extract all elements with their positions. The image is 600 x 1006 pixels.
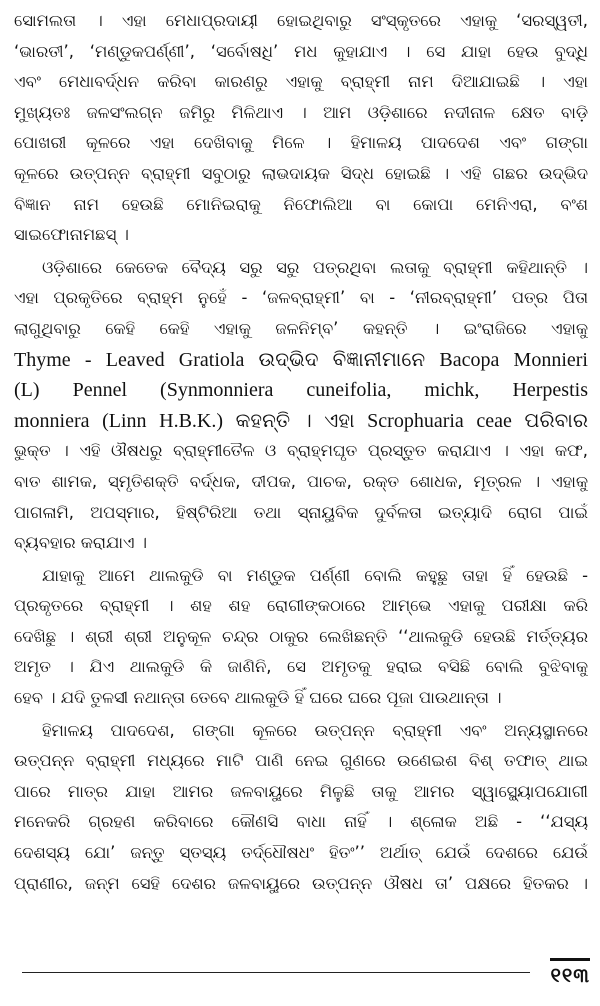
text-line: ହିମାଳୟ ପାଦଦେଶ, ଗଙ୍ଗା କୂଳରେ ଉତ୍ପନ୍ନ ବ୍ରାହ୍ମୀ ଏବଂ ଅନ୍ୟସ୍ଥାନରେ	[42, 720, 588, 740]
page-number: ୧୧୩	[550, 958, 590, 987]
paragraph-2	[14, 253, 588, 559]
text-line: ପାରେ ମାତ୍ର ଯାହା ଆମର ଜଳବାୟୁରେ ମିଳୁଛି ତାକୁ ଆମର ସ୍ୱାସ୍ଥ୍ୟୋପଯୋଗୀ	[14, 781, 588, 801]
text-line: ଦେଶସ୍ୟ ଯୋ’ ଜନ୍ତୁ ସ୍ତସ୍ୟ ତର୍ଦ୍ଧୌଷଧଂ ହିତଂ’’ ଅର୍ଥାତ୍ ଯେଉଁ ଦେଶରେ ଯେଉଁ	[14, 843, 588, 863]
text-line: ମୁଖ୍ୟତଃ ଜଳସଂଲଗ୍ନ ଜମିରୁ ମିଳିଥାଏ । ଆମ ଓଡ଼ିଶାରେ ନଦୀନାଳ କ୍ଷେତ ବାଡ଼ି	[14, 102, 588, 122]
footer-divider	[22, 972, 530, 973]
paragraph-1	[14, 6, 588, 251]
text-line: ବ୍ୟବହାର କରାଯାଏ ।	[14, 533, 148, 553]
text-line: ପାଗଳାମି, ଅପସ୍ମାର, ହିଷ୍ଟିରିଆ ତଥା ସ୍ନାୟୁବିକ ଦୁର୍ବଳତା ଇତ୍ୟାଦି ରୋଗ ପାଇଁ	[14, 502, 588, 522]
text-line: ଦେଖିଛୁ । ଶ୍ରୀ ଶ୍ରୀ ଅନୁକୂଳ ଚନ୍ଦ୍ର ଠାକୁର ଲେଖିଛନ୍ତି ‘‘ଥାଲକୁଡି ହେଉଛି ମର୍ତ୍ତ୍ୟର	[14, 626, 588, 646]
text-line: (L) Pennel (Synmonniera cuneifolia, michk, Herpestis	[14, 379, 588, 402]
text-line: ‘ଭାରତୀ’, ‘ମଣ୍ଡୁକପର୍ଣ୍ଣୀ’, ‘ସର୍ବୋଷଧି’ ମଧ କୁହାଯାଏ । ସେ ଯାହା ହେଉ ବୁଦ୍ଧି	[14, 41, 588, 61]
text-line: ଏବଂ ମେଧାବର୍ଦ୍ଧନ କରିବା କାରଣରୁ ଏହାକୁ ବ୍ରାହ୍ମୀ ନାମ ଦିଆଯାଇଛି । ଏହା	[14, 72, 588, 92]
text-line: ଓଡ଼ିଶାରେ କେତେକ ବୈଦ୍ୟ ସରୁ ସରୁ ପତ୍ରଥିବା ଲତାକୁ ବ୍ରାହ୍ମୀ କହିଥାନ୍ତି ।	[42, 257, 588, 277]
text-line: ପ୍ରାଣୀର, ଜନ୍ମ ସେହି ଦେଶର ଜଳବାୟୁରେ ଉତ୍ପନ୍ନ ଔଷଧ ତା’ ପକ୍ଷରେ ହିତକର ।	[14, 873, 588, 893]
text-line: ହେବ । ଯଦି ତୁଳସୀ ନଥାନ୍ତା ତେବେ ଥାଲକୁଡି ହିଁ ଘରେ ଘରେ ପୂଜା ପାଉଥାନ୍ତା ।	[14, 688, 502, 708]
paragraph-3	[14, 561, 588, 714]
text-line: ଉତ୍ପନ୍ନ ବ୍ରାହ୍ମୀ ମଧ୍ୟରେ ମାଟି ପାଣି ନେଇ ଗୁଣରେ ଉଣେଇଶ ବିଶ୍ ତଫାତ୍ ଥାଇ	[14, 751, 588, 771]
text-line: monniera (Linn H.B.K.) କହନ୍ତି । ଏହା Scrophuaria ceae ପରିବାର	[14, 409, 588, 432]
page-footer	[22, 958, 590, 998]
text-line: ଯାହାକୁ ଆମେ ଥାଲକୁଡି ବା ମଣ୍ଡୁକ ପର୍ଣ୍ଣୀ ବୋଲି କହୁଛୁ ତାହା ହିଁ ହେଉଛି -	[42, 565, 588, 585]
text-line: ଅମୃତ । ଯିଏ ଥାଲକୁଡି କି ଜାଣିନି, ସେ ଅମୃତକୁ ହରାଇ ବସିଛି ବୋଲି ବୁଝିବାକୁ	[14, 657, 588, 677]
page-body	[14, 6, 588, 901]
text-line: ବାତ ଶାମକ, ସ୍ମୃତିଶକ୍ତି ବର୍ଦ୍ଧକ, ଦୀପକ, ପାଚକ, ରକ୍ତ ଶୋଧକ, ମୂତ୍ରଳ । ଏହାକୁ	[14, 471, 588, 491]
text-line: ବିଜ୍ଞାନ ନାମ ହେଉଛି ମୋନିଇରାକୁ ନିଫୋଲିଆ ବା କୋପା ମେନିଏରା, ବଂଶ	[14, 194, 588, 214]
text-line: ସୋମଲତା । ଏହା ମେଧାପ୍ରଦାୟୀ ହୋଇଥିବାରୁ ସଂସ୍କୃତରେ ଏହାକୁ ‘ସରସ୍ୱତୀ,	[14, 11, 588, 30]
text-line: ପ୍ରକୃତରେ ବ୍ରାହ୍ମୀ । ଶହ ଶହ ରୋଗୀଙ୍କଠାରେ ଆମ୍ଭେ ଏହାକୁ ପରୀକ୍ଷା କରି	[14, 596, 588, 616]
text-line: Thyme - Leaved Gratiola ଉଦ୍ଭିଦ ବିଜ୍ଞାନୀମାନେ Bacopa Monnieri	[14, 348, 588, 371]
text-line: ମନେକରି ଗ୍ରହଣ କରିବାରେ କୌଣସି ବାଧା ନାହିଁ । ଶ୍ଳୋକ ଅଛି - ‘‘ଯସ୍ୟ	[14, 812, 588, 832]
text-line: କୂଳରେ ଉତ୍ପନ୍ନ ବ୍ରାହ୍ମୀ ସବୁଠାରୁ ଲାଭଦାୟକ ସିଦ୍ଧ ହୋଇଛି । ଏହି ଗଛର ଉଦ୍ଭିଦ	[14, 163, 588, 183]
paragraph-4	[14, 716, 588, 900]
text-line: ଲାଗୁଥିବାରୁ କେହି କେହି ଏହାକୁ ଜଳନିମ୍ବ’ କହନ୍ତି । ଇଂରାଜିରେ ଏହାକୁ	[14, 318, 588, 338]
text-line: ଭୁକ୍ତ । ଏହି ଔଷଧରୁ ବ୍ରାହ୍ମୀତୈଳ ଓ ବ୍ରାହ୍ମଘୃତ ପ୍ରସ୍ତୁତ କରାଯାଏ । ଏହା କଫ,	[14, 441, 588, 461]
text-line: ସାଇଫୋନାମଛସ୍ ।	[14, 225, 129, 245]
text-line: ପୋଖରୀ କୂଳରେ ଏହା ଦେଖିବାକୁ ମିଳେ । ହିମାଳୟ ପାଦଦେଶ ଏବଂ ଗଙ୍ଗା	[14, 133, 588, 153]
text-line: ଏହା ପ୍ରକୃତିରେ ବ୍ରାହ୍ମ ନୁହେଁ - ‘ଜଳବ୍ରାହ୍ମୀ’ ବା - ‘ନୀରବ୍ରାହ୍ମୀ’ ପତ୍ର ପିତା	[14, 288, 588, 308]
